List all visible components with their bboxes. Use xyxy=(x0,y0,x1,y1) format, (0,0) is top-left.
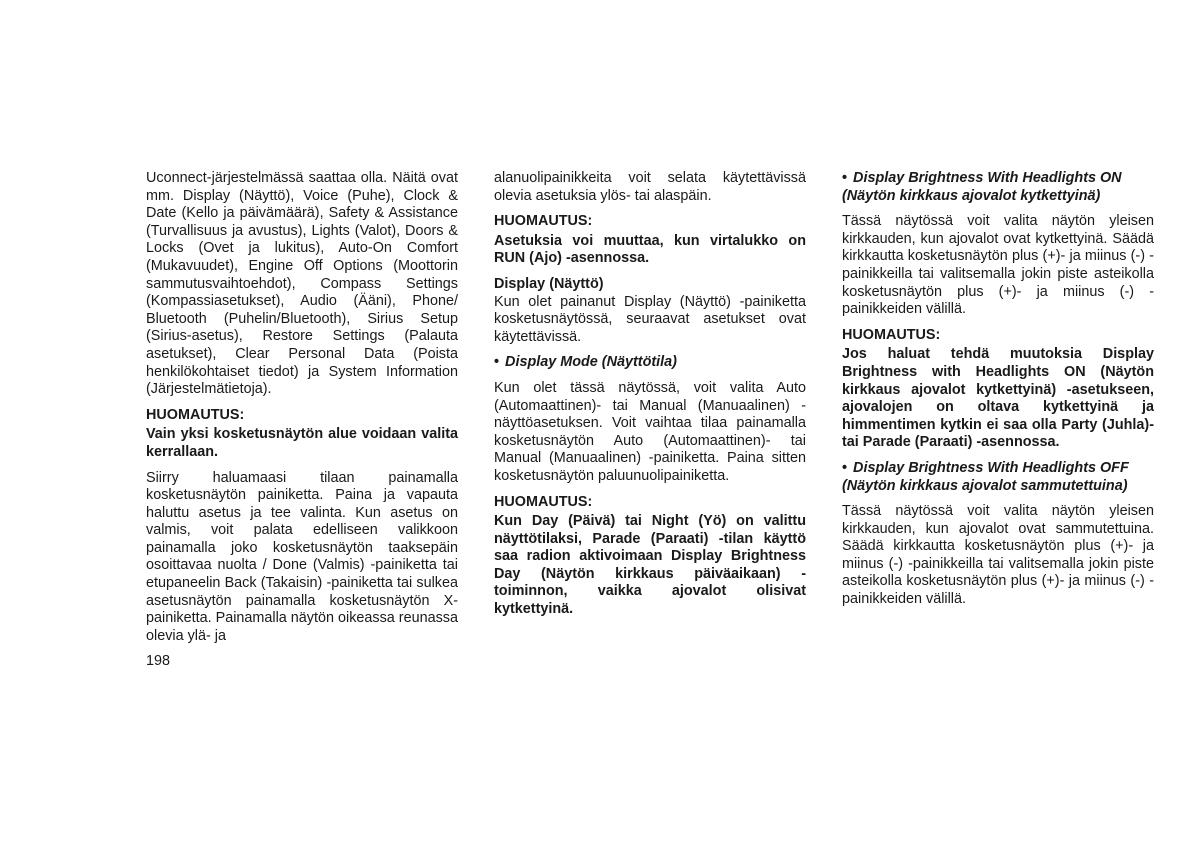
note-heading: HUOMAUTUS: xyxy=(494,213,593,230)
bullet-title: Display Brightness With Headlights ON (Näytön kirkkaus ajovalot kytkettyinä) xyxy=(842,170,1122,204)
bullet-title: Display Mode (Näyttötila) xyxy=(505,354,677,371)
display-paragraph: Kun olet painanut Display (Näyttö) -painiketta kosketusnäytössä, seuraavat asetukset ovat käytettävissä. xyxy=(494,293,806,345)
page-number: 198 xyxy=(146,653,171,669)
bullet-title: Display Brightness With Headlights OFF (Näytön kirkkaus ajovalot sammutettuina) xyxy=(842,459,1129,494)
note-heading: HUOMAUTUS: xyxy=(146,406,245,423)
note-text: Kun Day (Päivä) tai Night (Yö) on valittu näyttötilaksi, Parade (Paraati) -tilan käyttö saa radion aktivoimaan Display Brightness Day (Näytön kirkkaus päiväaikaan) -toiminnon, vaikka ajovalot olisivat kytkettyinä. xyxy=(494,513,806,618)
column-right xyxy=(842,170,1154,609)
column-middle xyxy=(494,170,806,619)
note-heading: HUOMAUTUS: xyxy=(842,326,941,343)
note-text: Vain yksi kosketusnäytön alue voidaan valita kerrallaan. xyxy=(146,426,458,460)
bullet-display-mode xyxy=(494,354,806,372)
column-left xyxy=(146,170,458,645)
display-mode-paragraph: Kun olet tässä näytössä, voit valita Auto (Automaattinen)- tai Manual (Manuaalinen) -näyttöasetuksen. Voit vaihtaa tilaa painamalla kosketusnäytön Auto (Automaattinen)- tai Manual (Manuaalinen) -painiketta. Paina sitten kosketusnäytön paluunuolipainiketta. xyxy=(494,379,806,484)
bullet-icon: • xyxy=(842,170,848,186)
intro-paragraph: Uconnect-järjestelmässä saattaa olla. Näitä ovat mm. Display (Näyttö), Voice (Puhe), Clock & Date (Kello ja päivämäärä), Safety & Assistance (Turvallisuus ja avustus), Lights (Valot), Doors & Locks (Ovet ja lukitus), Auto-On Comfort (Mukavuudet), Engine Off Options (Moottorin sammutusvaihtoehdot), Compass Settings (Kompassiasetukset), Audio (Ääni), Phone/ Bluetooth (Puhelin/Bluetooth), Sirius Setup (Sirius-asetus), Restore Settings (Palauta asetukset), Clear Personal Data (Poista henkilökohtaiset tiedot) ja System Information (Järjestelmätietoja). xyxy=(146,170,458,398)
note-text: Jos haluat tehdä muutoksia Display Brightness with Headlights ON (Näytön kirkkaus ajovalot kytkettyinä) -asetukseen, ajovalojen on oltava kytkettyinä ja himmentimen kytkin ei saa olla Party (Juhla)- tai Parade (Paraati) -asennossa. xyxy=(842,346,1154,451)
body-paragraph: Siirry haluamaasi tilaan painamalla kosketusnäytön painiketta. Paina ja vapauta haluttu asetus ja tee valinta. Kun asetus on valmis, voit palata edelliseen valikkoon painamalla joko kosketusnäytön taaksepäin osoittavaa nuolta / Done (Valmis) -painiketta tai etupaneelin Back (Takaisin) -painiketta tai sulkea asetusnäytön painamalla kosketusnäytön X-painiketta. Painamalla näytön oikeassa reunassa olevia ylä- ja xyxy=(146,469,458,644)
bullet-brightness-on xyxy=(842,170,1154,205)
continued-paragraph: alanuolipainikkeita voit selata käytettävissä olevia asetuksia ylös- tai alaspäin. xyxy=(494,170,806,204)
note-heading: HUOMAUTUS: xyxy=(494,493,593,510)
brightness-on-paragraph: Tässä näytössä voit valita näytön yleisen kirkkauden, kun ajovalot ovat kytkettyinä. Säädä kirkkautta kosketusnäytön plus (+)- ja miinus (-) -painikkeilla tai valitsemalla jokin piste asteikolla kosketusnäytön plus (+)- ja miinus (-) -painikkeiden välillä. xyxy=(842,213,1154,318)
note-text: Asetuksia voi muuttaa, kun virtalukko on RUN (Ajo) -asennossa. xyxy=(494,232,806,267)
section-heading-display: Display (Näyttö) xyxy=(494,275,604,292)
bullet-brightness-off xyxy=(842,460,1154,495)
bullet-icon: • xyxy=(842,459,848,476)
brightness-off-paragraph: Tässä näytössä voit valita näytön yleisen kirkkauden, kun ajovalot ovat sammutettuina. Säädä kirkkautta kosketusnäytön plus (+)- ja miinus (-) -painikkeilla tai valitsemalla jokin piste asteikolla kosketusnäytön plus (+)- ja miinus (-) -painikkeiden välillä. xyxy=(842,503,1154,608)
bullet-icon: • xyxy=(494,354,500,371)
